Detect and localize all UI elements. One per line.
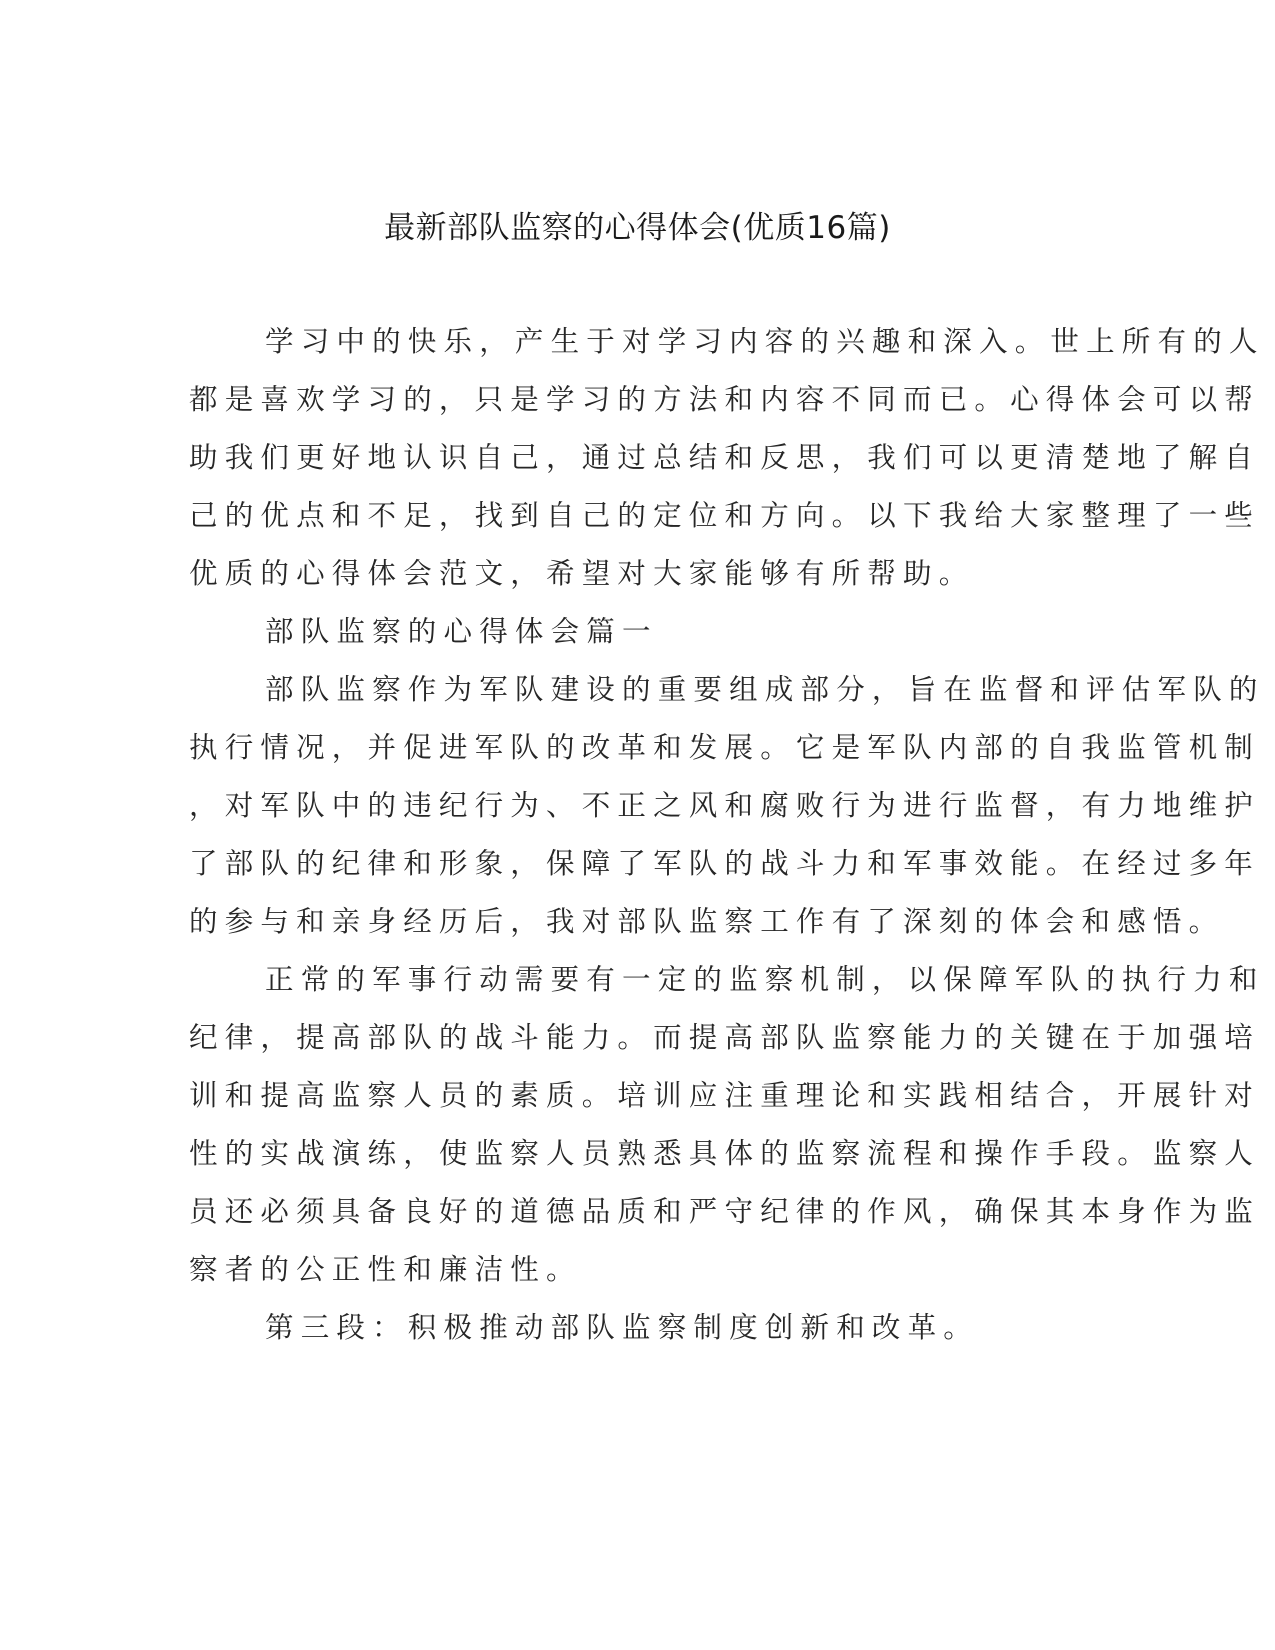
paragraph-2-line-1: 正常的军事行动需要有一定的监察机制，以保障军队的执行力和 (265, 963, 1265, 996)
intro-line-1: 学习中的快乐，产生于对学习内容的兴趣和深入。世上所有的人 (265, 325, 1265, 358)
section-heading: 部队监察的心得体会篇一 (265, 615, 658, 648)
paragraph-2-line-3: 训和提高监察人员的素质。培训应注重理论和实践相结合，开展针对 (189, 1079, 1261, 1112)
paragraph-1-line-2: 执行情况，并促进军队的改革和发展。它是军队内部的自我监管机制 (189, 731, 1261, 764)
paragraph-1-line-3: ，对军队中的违纪行为、不正之风和腐败行为进行监督，有力地维护 (189, 789, 1261, 822)
document-title: 最新部队监察的心得体会(优质16篇) (384, 210, 891, 246)
paragraph-2-line-6: 察者的公正性和廉洁性。 (189, 1253, 582, 1286)
intro-line-2: 都是喜欢学习的，只是学习的方法和内容不同而已。心得体会可以帮 (189, 383, 1261, 416)
paragraph-2-line-4: 性的实战演练，使监察人员熟悉具体的监察流程和操作手段。监察人 (189, 1137, 1261, 1170)
paragraph-2-line-5: 员还必须具备良好的道德品质和严守纪律的作风，确保其本身作为监 (189, 1195, 1261, 1228)
paragraph-2-line-2: 纪律，提高部队的战斗能力。而提高部队监察能力的关键在于加强培 (189, 1021, 1261, 1054)
intro-line-4: 己的优点和不足，找到自己的定位和方向。以下我给大家整理了一些 (189, 499, 1261, 532)
paragraph-1-line-1: 部队监察作为军队建设的重要组成部分，旨在监督和评估军队的 (265, 673, 1265, 706)
intro-line-3: 助我们更好地认识自己，通过总结和反思，我们可以更清楚地了解自 (189, 441, 1261, 474)
paragraph-1-line-5: 的参与和亲身经历后，我对部队监察工作有了深刻的体会和感悟。 (189, 905, 1225, 938)
paragraph-1-line-4: 了部队的纪律和形象，保障了军队的战斗力和军事效能。在经过多年 (189, 847, 1261, 880)
intro-line-5: 优质的心得体会范文，希望对大家能够有所帮助。 (189, 557, 975, 590)
paragraph-3-heading: 第三段：积极推动部队监察制度创新和改革。 (265, 1311, 980, 1344)
